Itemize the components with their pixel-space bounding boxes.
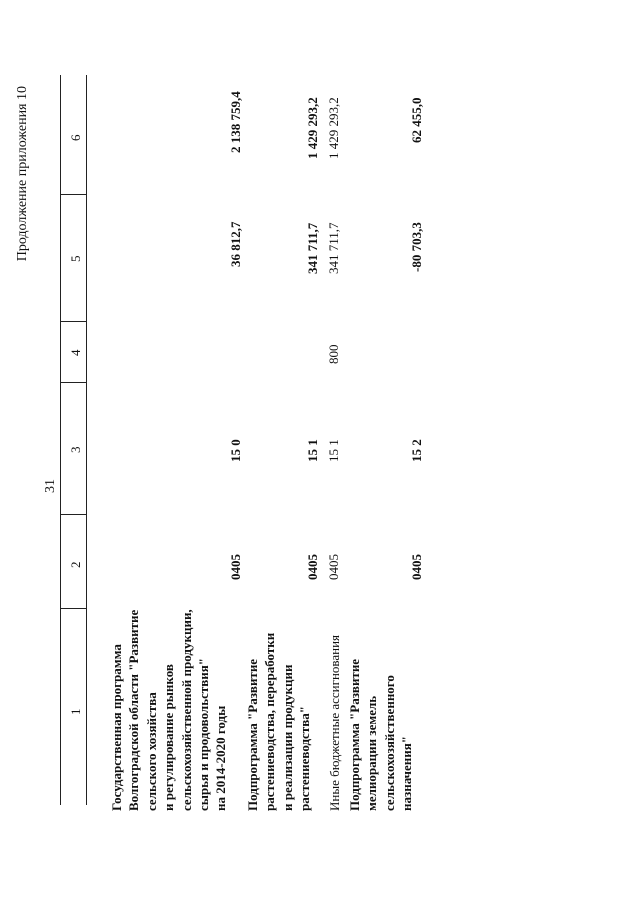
column-header: 1 [68,708,83,715]
row-value-col6: 62 455,0 [409,97,424,143]
row-value-col5: 341 711,7 [305,222,320,274]
column-divider [60,608,86,609]
page-number: 31 [43,479,58,493]
row-value-col6: 2 138 759,4 [228,91,243,153]
column-divider [60,514,86,515]
continuation-label: Продолжение приложения 10 [15,86,30,262]
row-code: 0405 [409,554,424,580]
table-row-name: Подпрограмма "Развитие мелиорации земель сельскохозяйственного назначения" [347,658,415,811]
row-value-col6: 1 429 293,2 [305,97,320,159]
table-row-name: Иные бюджетные ассигнования [327,634,342,811]
column-header: 2 [68,561,83,568]
row-program: 15 2 [409,439,424,462]
row-value-col5: 341 711,7 [326,222,341,274]
column-header: 5 [68,255,83,262]
column-divider [60,194,86,195]
row-expense-type: 800 [326,344,341,364]
table-row-name: Государственная программа Волгоградской области "Развитие сельского хозяйства и регулирование рынков сельскохозяйственной продукции, сырья и продовольствия" на 2014-2020 годы [109,609,229,811]
row-program: 15 1 [305,439,320,462]
row-code: 0405 [228,554,243,580]
table-row-name: Подпрограмма "Развитие растениеводства, переработки и реализации продукции растениеводства" [245,632,313,811]
table-header-rule [86,75,87,805]
row-code: 0405 [326,554,341,580]
row-program: 15 0 [228,439,243,462]
column-divider [60,321,86,322]
row-program: 15 1 [326,439,341,462]
row-value-col5: -80 703,3 [409,222,424,272]
table-top-rule [60,75,61,805]
column-header: 3 [68,446,83,453]
column-header: 4 [68,349,83,356]
row-value-col5: 36 812,7 [228,221,243,267]
row-value-col6: 1 429 293,2 [326,97,341,159]
column-header: 6 [68,134,83,141]
column-divider [60,382,86,383]
row-code: 0405 [305,554,320,580]
